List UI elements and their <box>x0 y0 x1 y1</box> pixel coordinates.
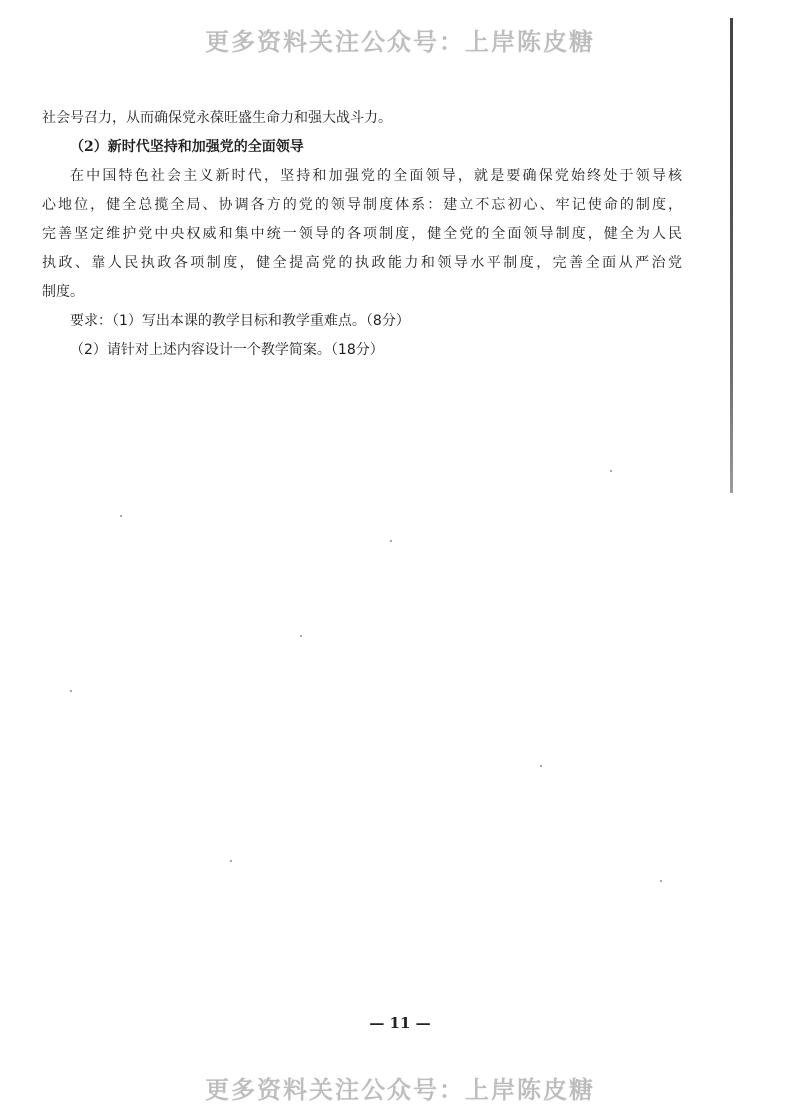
page-number: — 11 — <box>369 1014 431 1032</box>
scan-speck <box>70 690 72 692</box>
paragraph-line: 完善坚定维护党中央权威和集中统一领导的各项制度，健全党的全面领导制度，健全为人民 <box>42 226 682 242</box>
scan-speck <box>540 765 542 767</box>
continuation-line: 社会号召力，从而确保党永葆旺盛生命力和强大战斗力。 <box>42 110 392 126</box>
watermark-top: 更多资料关注公众号：上岸陈皮糖 <box>205 28 595 56</box>
scan-speck <box>230 860 232 862</box>
requirement-item: （2）请针对上述内容设计一个教学简案。（18分） <box>70 342 384 358</box>
paragraph-line: 制度。 <box>42 284 84 300</box>
document-body <box>42 104 682 365</box>
scan-speck <box>660 880 662 882</box>
section-heading: （2）新时代坚持和加强党的全面领导 <box>70 139 304 155</box>
watermark-bottom: 更多资料关注公众号：上岸陈皮糖 <box>205 1076 595 1104</box>
scan-speck <box>120 515 122 517</box>
body-paragraph <box>42 162 682 307</box>
requirement-item: 要求：（1）写出本课的教学目标和教学重难点。（8分） <box>70 313 410 329</box>
paragraph-line: 心地位，健全总揽全局、协调各方的党的领导制度体系：建立不忘初心、牢记使命的制度， <box>42 197 682 213</box>
paragraph-line: 执政、靠人民执政各项制度，健全提高党的执政能力和领导水平制度，完善全面从严治党 <box>42 255 682 271</box>
scan-edge-shadow <box>730 18 733 493</box>
scan-speck <box>300 635 302 637</box>
scan-speck <box>610 470 612 472</box>
scan-speck <box>390 540 392 542</box>
paragraph-line: 在中国特色社会主义新时代，坚持和加强党的全面领导，就是要确保党始终处于领导核 <box>70 168 682 184</box>
